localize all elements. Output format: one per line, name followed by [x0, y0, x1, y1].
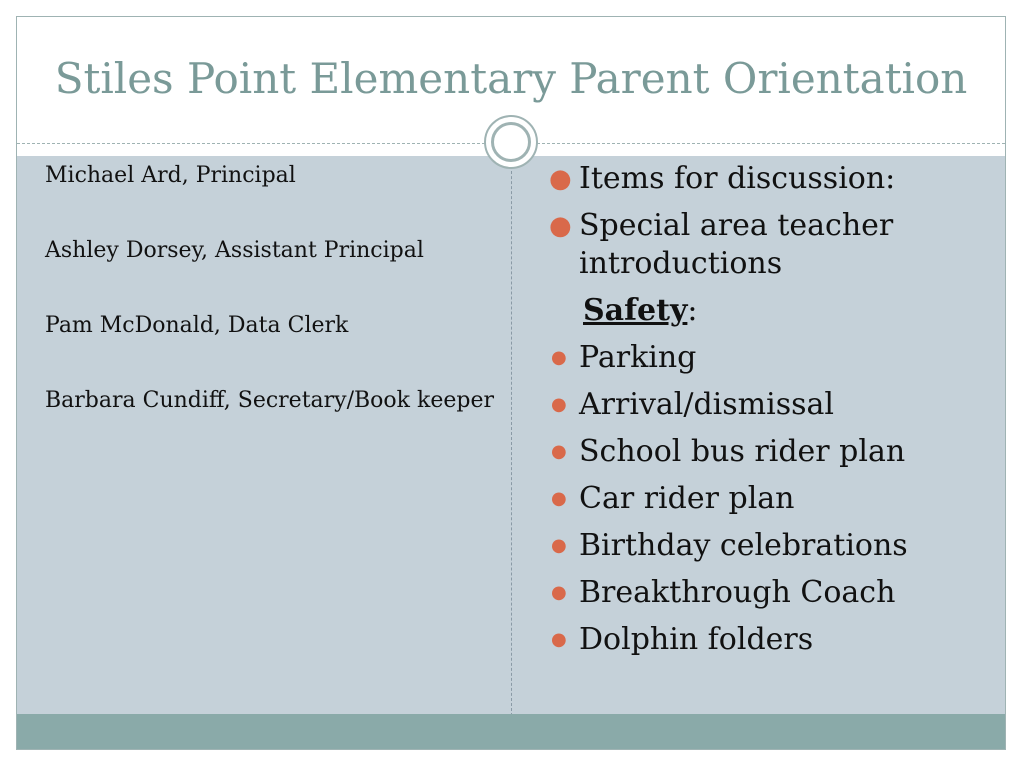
- safety-item-label: Birthday celebrations: [579, 528, 908, 563]
- discussion-list: [547, 160, 987, 668]
- discussion-item: [547, 207, 987, 283]
- bullet-icon: ●: [551, 347, 567, 368]
- safety-item-label: School bus rider plan: [579, 434, 906, 469]
- safety-item-label: Arrival/dismissal: [579, 387, 834, 422]
- safety-item-label: Breakthrough Coach: [579, 575, 896, 610]
- staff-item: Michael Ard, Principal: [45, 163, 296, 188]
- safety-item-label: Dolphin folders: [579, 622, 814, 657]
- safety-item: [547, 433, 987, 471]
- discussion-item-label: Special area teacher introductions: [579, 208, 894, 281]
- slide-title: Stiles Point Elementary Parent Orientation: [54, 54, 968, 103]
- safety-item: [547, 480, 987, 518]
- circle-ornament-icon: [484, 115, 538, 169]
- slide: [16, 16, 1006, 750]
- safety-item: [547, 339, 987, 377]
- safety-label: Safety: [583, 293, 688, 328]
- bullet-icon: ●: [551, 488, 567, 509]
- bullet-icon: ●: [549, 211, 572, 241]
- safety-colon: :: [687, 293, 698, 328]
- staff-item: Pam McDonald, Data Clerk: [45, 313, 349, 338]
- bullet-icon: ●: [551, 582, 567, 603]
- bullet-icon: ●: [551, 535, 567, 556]
- safety-item: [547, 621, 987, 659]
- safety-item-label: Parking: [579, 340, 697, 375]
- content-panel: [17, 156, 1005, 716]
- safety-item: [547, 386, 987, 424]
- safety-heading: [547, 292, 987, 330]
- safety-item-label: Car rider plan: [579, 481, 795, 516]
- safety-item: [547, 527, 987, 565]
- staff-list: [45, 160, 495, 460]
- staff-item: Barbara Cundiff, Secretary/Book keeper: [45, 388, 494, 413]
- bullet-icon: ●: [549, 164, 572, 194]
- bullet-icon: ●: [551, 394, 567, 415]
- footer-bar: [17, 714, 1005, 749]
- bullet-icon: ●: [551, 629, 567, 650]
- column-divider: [511, 156, 512, 716]
- discussion-item: [547, 160, 987, 198]
- bullet-icon: ●: [551, 441, 567, 462]
- discussion-item-label: Items for discussion:: [579, 161, 896, 196]
- staff-item: Ashley Dorsey, Assistant Principal: [45, 238, 424, 263]
- safety-item: [547, 574, 987, 612]
